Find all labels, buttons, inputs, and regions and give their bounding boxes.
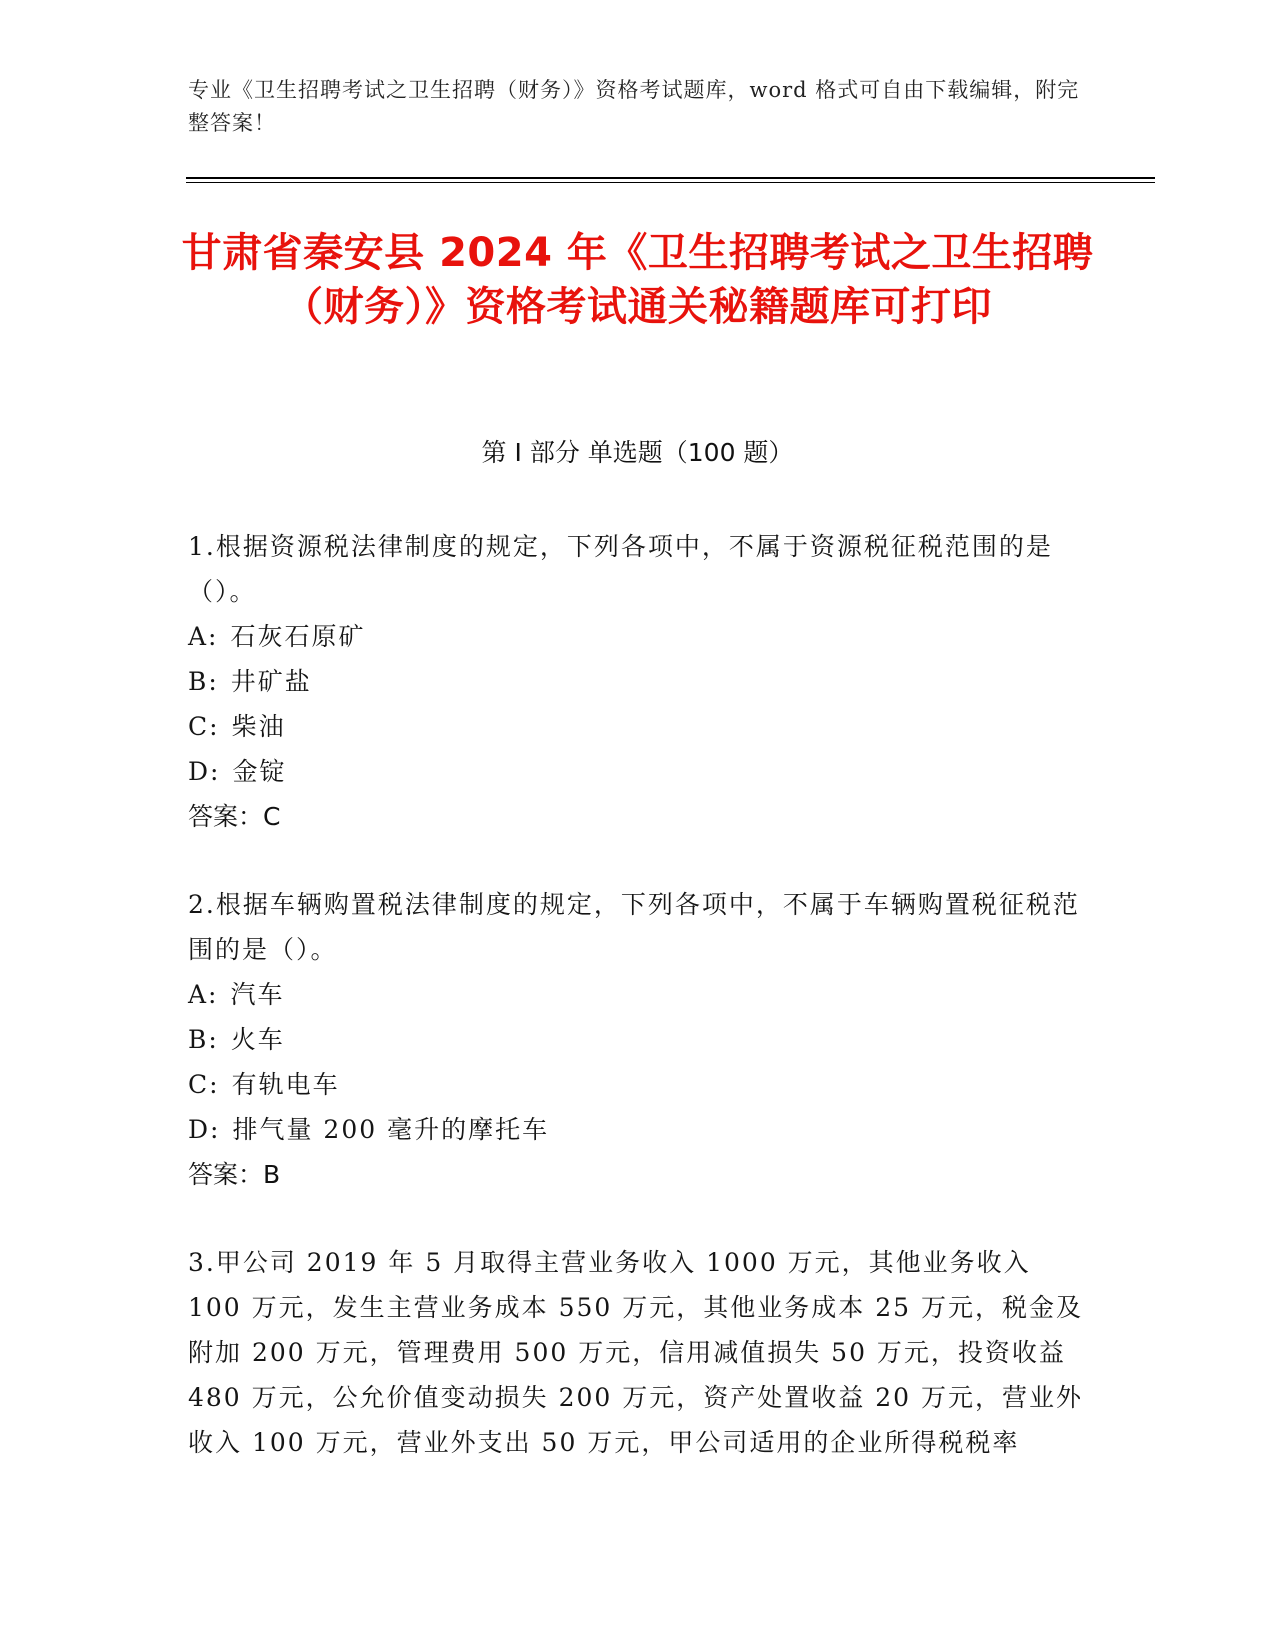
option-key: A: xyxy=(188,622,219,651)
option-text: 火车 xyxy=(230,1025,285,1054)
answer-value: B xyxy=(263,1160,281,1189)
option-key: B: xyxy=(188,667,219,696)
option-c xyxy=(188,1062,1088,1107)
option-text: 井矿盐 xyxy=(230,667,312,696)
document-title: 甘肃省秦安县 2024 年《卫生招聘考试之卫生招聘（财务）》资格考试通关秘籍题库可打印 xyxy=(181,230,1094,330)
answer-value: C xyxy=(263,802,281,831)
option-text: 石灰石原矿 xyxy=(230,622,366,651)
question-3 xyxy=(188,1240,1088,1465)
option-d xyxy=(188,749,1088,794)
option-text: 柴油 xyxy=(231,712,286,741)
question-2 xyxy=(188,882,1088,1197)
question-1 xyxy=(188,524,1088,839)
question-text: 1.根据资源税法律制度的规定，下列各项中，不属于资源税征税范围的是（）。 xyxy=(188,532,1053,606)
option-d xyxy=(188,1107,1088,1152)
option-text: 汽车 xyxy=(230,980,285,1009)
answer-line xyxy=(188,1152,1088,1197)
option-a xyxy=(188,972,1088,1017)
header-note: 专业《卫生招聘考试之卫生招聘（财务）》资格考试题库，word 格式可自由下载编辑，附完整答案！ xyxy=(188,78,1080,135)
option-key: D: xyxy=(188,757,221,786)
option-key: B: xyxy=(188,1025,219,1054)
answer-label: 答案： xyxy=(188,1160,264,1189)
question-text: 3.甲公司 2019 年 5 月取得主营业务收入 1000 万元，其他业务收入 100 万元，发生主营业务成本 550 万元，其他业务成本 25 万元，税金及附加 200 万元，管理费用 500 万元，信用减值损失 50 万元，投资收益 480 万元，公允价值变动损失 200 万元，资产处置收益 20 万元，营业外收入 100 万元，营业外支出 50 万元，甲公司适用的企业所得税税率 xyxy=(188,1248,1083,1457)
question-text: 2.根据车辆购置税法律制度的规定，下列各项中，不属于车辆购置税征税范围的是（）。 xyxy=(188,890,1080,964)
option-key: A: xyxy=(188,980,219,1009)
option-key: D: xyxy=(188,1115,221,1144)
option-text: 排气量 200 毫升的摩托车 xyxy=(232,1115,550,1144)
answer-line xyxy=(188,794,1088,839)
option-text: 有轨电车 xyxy=(231,1070,340,1099)
answer-label: 答案： xyxy=(188,802,264,831)
option-b xyxy=(188,1017,1088,1062)
section-heading: 第 I 部分 单选题（100 题） xyxy=(481,438,794,467)
option-key: C: xyxy=(188,1070,220,1099)
option-b xyxy=(188,659,1088,704)
option-text: 金锭 xyxy=(232,757,287,786)
question-list xyxy=(188,524,1088,1508)
option-key: C: xyxy=(188,712,220,741)
header-divider-thin xyxy=(186,182,1155,183)
header-divider-thick xyxy=(186,177,1155,179)
option-c xyxy=(188,704,1088,749)
option-a xyxy=(188,614,1088,659)
